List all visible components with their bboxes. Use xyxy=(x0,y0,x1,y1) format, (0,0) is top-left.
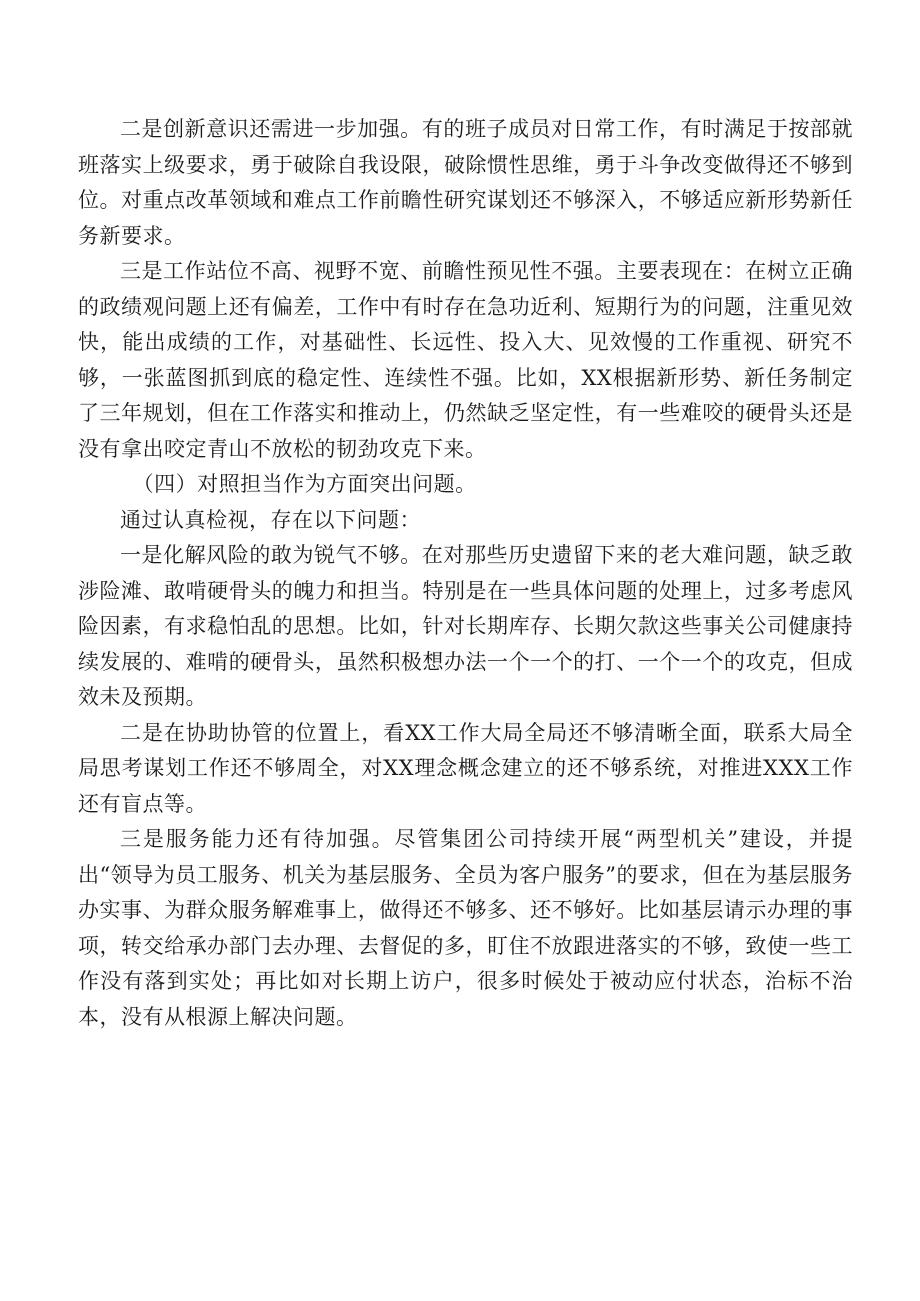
paragraph-review-intro: 通过认真检视，存在以下问题： xyxy=(120,507,421,532)
section-heading: （四）对照担当作为方面突出问题。 xyxy=(132,472,477,496)
paragraph-service: 三是服务能力还有待加强。尽管集团公司持续开展“两型机关”建设，并提出“领导为员工服务、机关为基层服务、全员为客户服务”的要求，但在为基层服务办实事、为群众服务解难事上，做得还不够多、还不够好。比如基层请示办理的事项，转交给承办部门去办理、去督促的多，盯住不放跟进落实的不够，致使一些工作没有落到实处；再比如对长期上访户，很多时候处于被动应付状态，治标不治本，没有从根源上解决问题。 xyxy=(78,827,853,1029)
paragraph-risk: 一是化解风险的敢为锐气不够。在对那些历史遗留下来的老大难问题，缺乏敢涉险滩、敢啃硬骨头的魄力和担当。特别是在一些具体问题的处理上，过多考虑风险因素，有求稳怕乱的思想。比如，针对长期库存、长期欠款这些事关公司健康持续发展的、难啃的硬骨头，虽然积极想办法一个一个的打、一个一个的攻克，但成效未及预期。 xyxy=(78,543,853,709)
paragraph-innovation: 二是创新意识还需进一步加强。有的班子成员对日常工作，有时满足于按部就班落实上级要求，勇于破除自我设限，破除惯性思维，勇于斗争改变做得还不够到位。对重点改革领域和难点工作前瞻性研究谋划还不够深入，不够适应新形势新任务新要求。 xyxy=(78,117,853,248)
paragraph-coordination: 二是在协助协管的位置上，看XX工作大局全局还不够清晰全面，联系大局全局思考谋划工作还不够周全，对XX理念概念建立的还不够系统，对推进XXX工作还有盲点等。 xyxy=(78,720,853,816)
paragraph-work-position: 三是工作站位不高、视野不宽、前瞻性预见性不强。主要表现在：在树立正确的政绩观问题上还有偏差，工作中有时存在急功近利、短期行为的问题，注重见效快，能出成绩的工作，对基础性、长远性、投入大、见效慢的工作重视、研究不够，一张蓝图抓到底的稳定性、连续性不强。比如，XX根据新形势、新任务制定了三年规划，但在工作落实和推动上，仍然缺乏坚定性，有一些难咬的硬骨头还是没有拿出咬定青山不放松的韧劲攻克下来。 xyxy=(78,259,853,461)
document-body xyxy=(78,112,853,1035)
